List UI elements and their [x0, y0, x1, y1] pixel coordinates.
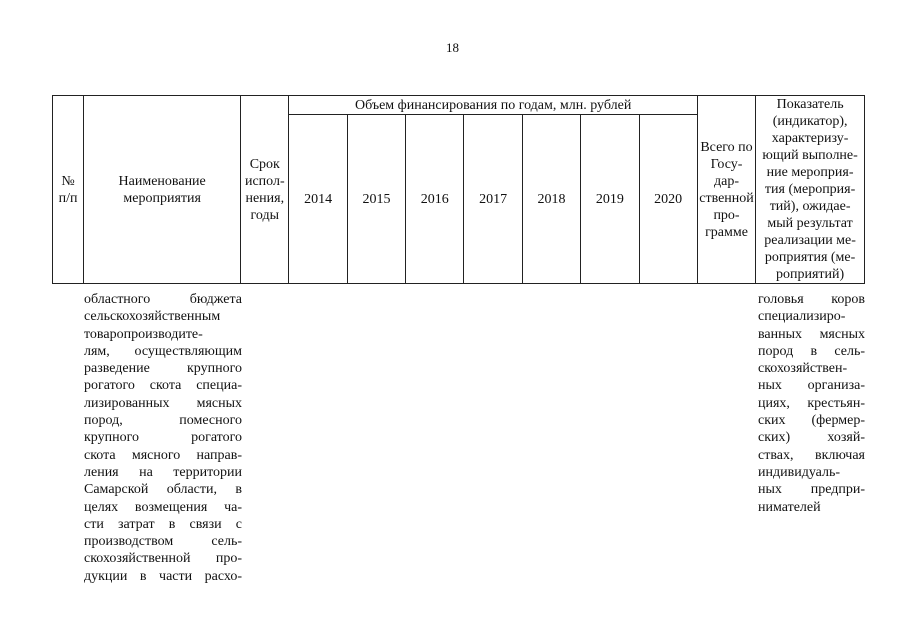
header-name: Наименование мероприятия	[84, 96, 241, 284]
header-num: № п/п	[53, 96, 84, 284]
header-year: 2018	[522, 115, 580, 284]
header-year: 2014	[289, 115, 347, 284]
header-financing: Объем финансирования по годам, млн. рублей	[289, 96, 697, 115]
text-line: скота мясного направ-	[84, 447, 242, 463]
text-line: пород в сель-	[758, 343, 865, 359]
text-line: головья коров	[758, 292, 865, 307]
text-line: дукции в части расхо-	[84, 568, 242, 584]
text-line: ских) хозяй-	[758, 430, 865, 446]
header-year: 2020	[639, 115, 697, 284]
program-table-header	[52, 95, 865, 284]
header-indicator: Показатель (индикатор), характеризу-ющий выполне-ние мероприя-тия (мероприя-тий), ожидае-мый результат реализации ме-роприятия (ме-роприятий)	[756, 96, 865, 284]
text-line: сельскохозяйственным	[84, 309, 221, 325]
text-line: циях, крестьян-	[758, 395, 865, 411]
text-line: индивидуаль-	[758, 464, 841, 480]
measure-name-continuation	[84, 291, 242, 585]
text-line: рогатого скота специа-	[84, 378, 242, 394]
text-line: ванных мясных	[758, 326, 865, 342]
text-line: специализиро-	[758, 309, 846, 325]
header-year: 2015	[347, 115, 405, 284]
text-line: производством сель-	[84, 534, 242, 550]
text-line: ских (фермер-	[758, 413, 865, 429]
text-line: лям, осуществляющим	[84, 343, 242, 359]
text-line: нимателей	[758, 499, 821, 515]
text-line: крупного рогатого	[84, 430, 242, 446]
header-term: Срок испол-нения, годы	[241, 96, 289, 284]
header-year: 2019	[581, 115, 639, 284]
text-line: целях возмещения ча-	[84, 499, 242, 515]
header-year: 2016	[406, 115, 464, 284]
text-line: скохозяйственной про-	[84, 551, 242, 567]
text-line: лизированных мясных	[84, 395, 242, 411]
page-number: 18	[446, 40, 459, 55]
header-year: 2017	[464, 115, 522, 284]
text-line: скохозяйствен-	[758, 361, 848, 377]
text-line: областного бюджета	[84, 292, 242, 307]
text-line: разведение крупного	[84, 361, 242, 377]
text-line: Самарской области, в	[84, 482, 242, 498]
indicator-continuation	[758, 291, 865, 516]
text-line: ных предпри-	[758, 482, 865, 498]
text-line: сти затрат в связи с	[84, 516, 242, 532]
text-line: товаропроизводите-	[84, 326, 203, 342]
text-line: пород, помесного	[84, 413, 242, 429]
text-line: ных организа-	[758, 378, 865, 394]
text-line: ствах, включая	[758, 447, 865, 463]
text-line: ления на территории	[84, 464, 242, 480]
header-total: Всего по Госу-дар-ственной про-грамме	[697, 96, 755, 284]
